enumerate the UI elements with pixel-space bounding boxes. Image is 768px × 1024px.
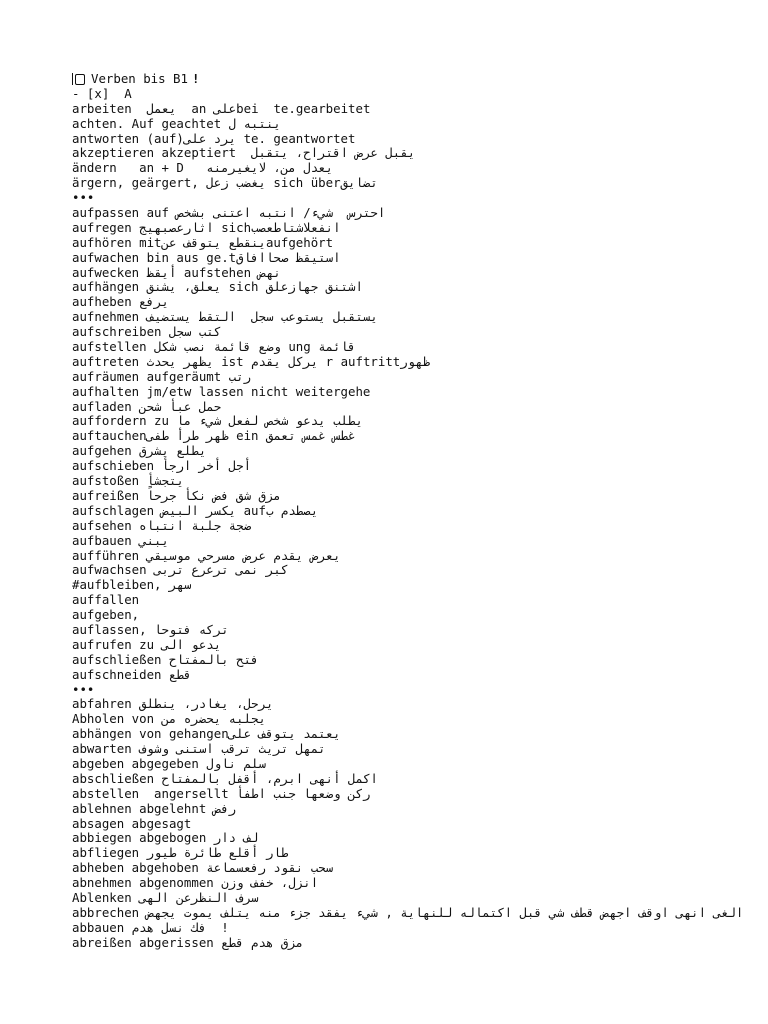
- vocabulary-line: aufschieben أجل أخر ارجأ: [72, 458, 252, 474]
- vocabulary-line: akzeptieren akzeptiert يقبل عرض اقتراح، يتقبل: [72, 145, 416, 161]
- vocabulary-line: aufschneiden قطع: [72, 666, 192, 682]
- vocabulary-line: aufwecken أيقظ aufstehen نهض: [72, 264, 281, 280]
- document-title-row: [72, 72, 712, 87]
- vocabulary-line: abfliegen طار أقلع طائرة طيور: [72, 845, 289, 861]
- vocabulary-line: aufpassen auf احترس شيء/ انتبه اعتنى بشخص: [72, 205, 386, 221]
- vocabulary-line: Ablenken سرف النظرعن الهى: [72, 889, 259, 905]
- vocabulary-line: aufschließen فتح بالمفتاح: [72, 651, 259, 667]
- vocabulary-line: aufregen اثارعصبهيج sichانفعلاشتاطعصب: [72, 219, 341, 235]
- vocabulary-line: abbrechen الغى انهى اوقف اجهض قطف شي قبل اكتماله للنهاية , شيء يفقد جزء منه يتلف يموت يجهض: [72, 904, 744, 920]
- vocabulary-line: aufbauen يبني: [72, 532, 169, 548]
- vocabulary-line: abstellen angersellt ركن وضعها جنب اطفأ: [72, 785, 371, 801]
- vocabulary-line: aufheben يرفع: [72, 294, 169, 310]
- text-cursor: [72, 73, 73, 85]
- vocabulary-line: aufladen حمل عبأ شحن: [72, 398, 222, 414]
- vocabulary-line: achten. Auf geachtet ينتبه ل: [72, 115, 281, 131]
- vocabulary-line: aufwachsen كبر نمى ترعرع تربى: [72, 562, 289, 578]
- vocabulary-line: •••: [72, 190, 95, 206]
- vocabulary-line: antworten (auf)يرد على te. geantwortet: [72, 130, 356, 146]
- vocabulary-line: aufschreiben كتب سجل: [72, 324, 222, 340]
- vocabulary-line: ärgern, geärgert, يغضب زعل sich überتضايق: [72, 175, 378, 191]
- vocabulary-notes: [72, 71, 744, 951]
- vocabulary-line: #aufbleiben, سهر: [72, 577, 192, 593]
- vocabulary-line: absagen abgesagt: [72, 815, 192, 831]
- vocabulary-line: abgeben abgegeben سلم ناول: [72, 755, 266, 771]
- vocabulary-line: auffordern zu يطلب يدعو شخص لفعل شيء ما: [72, 413, 363, 429]
- vocabulary-line: - [x] A: [72, 85, 132, 101]
- vocabulary-line: abhängen von gehangenيعتمد يتوقف على: [72, 726, 341, 742]
- vocabulary-line: aufhängen يعلق، يشنق sich اشتنق جهازعلق: [72, 279, 363, 295]
- vocabulary-line: aufgeben,: [72, 607, 140, 623]
- vocabulary-line: auflassen, تركه فتوحا: [72, 621, 229, 637]
- vocabulary-line: aufstoßen يتجشأ: [72, 473, 184, 489]
- vocabulary-line: aufwachen bin aus ge.tاستيقظ صحاافاق: [72, 249, 341, 265]
- vocabulary-line: aufnehmen يستقبل يستوعب سجل التقط يستضيف: [72, 309, 378, 325]
- vocabulary-line: aufführen يعرض يقدم عرض مسرحي موسيقي: [72, 547, 341, 563]
- vocabulary-line: aufhören mitينقطع يتوقف عنaufgehört: [72, 234, 334, 250]
- vocabulary-line: abwarten تمهل تريث ترقب استنى وشوف: [72, 741, 326, 757]
- vocabulary-line: abbiegen abgebogen لف دار: [72, 830, 259, 846]
- vocabulary-line: abheben abgehoben سحب نقود رفعسماعة: [72, 860, 334, 876]
- vocabulary-line: aufräumen aufgeräumt رتب: [72, 368, 252, 384]
- vocabulary-line: aufrufen zu يدعو الى: [72, 636, 222, 652]
- vocabulary-line: abbauen فك نسل هدم !: [72, 919, 229, 935]
- vocabulary-list: [72, 85, 744, 951]
- vocabulary-line: arbeiten يعمل an علىbei te.gearbeitet: [72, 100, 371, 116]
- vocabulary-line: auffallen: [72, 592, 140, 608]
- vocabulary-line: aufstellen وضع قائمة نصب شكل ung قائمة: [72, 339, 356, 355]
- checkbox-icon[interactable]: [75, 74, 85, 85]
- vocabulary-line: aufhalten jm/etw lassen nicht weitergehe: [72, 383, 371, 399]
- vocabulary-line: aufsehen ضجة جلبة انتباه: [72, 517, 252, 533]
- vocabulary-line: ablehnen abgelehnt رفض: [72, 800, 237, 816]
- vocabulary-line: auftreten يظهر يحدث ist يركل يقدم r auftrittظهور: [72, 353, 431, 369]
- vocabulary-line: aufreißen مزق شق فض نكأ جرحاً: [72, 487, 281, 503]
- vocabulary-line: aufgehen يطلع يشرق: [72, 443, 207, 459]
- vocabulary-line: abreißen abgerissen مزق هدم قطع: [72, 934, 304, 950]
- vocabulary-line: aufschlagen يكسر البيض aufيصطدم ب: [72, 502, 319, 518]
- exclamation-mark: !: [191, 71, 200, 86]
- vocabulary-line: abnehmen abgenommen انزل، خفف وزن: [72, 875, 319, 891]
- vocabulary-line: •••: [72, 681, 95, 697]
- vocabulary-line: abschließen اكمل أنهى ابرم، أقفل بالمفتاح: [72, 770, 378, 786]
- vocabulary-line: ändern an + D يعدل من، لايغيرمنه: [72, 160, 334, 176]
- vocabulary-line: Abholen von يجلبه يحضره من: [72, 711, 266, 727]
- vocabulary-line: abfahren يرحل، يغادر، ينطلق: [72, 696, 274, 712]
- document-title: Verben bis B1: [91, 71, 188, 86]
- vocabulary-line: auftauchenظهر طرأ طفى ein غطس غمس تعمق: [72, 428, 356, 444]
